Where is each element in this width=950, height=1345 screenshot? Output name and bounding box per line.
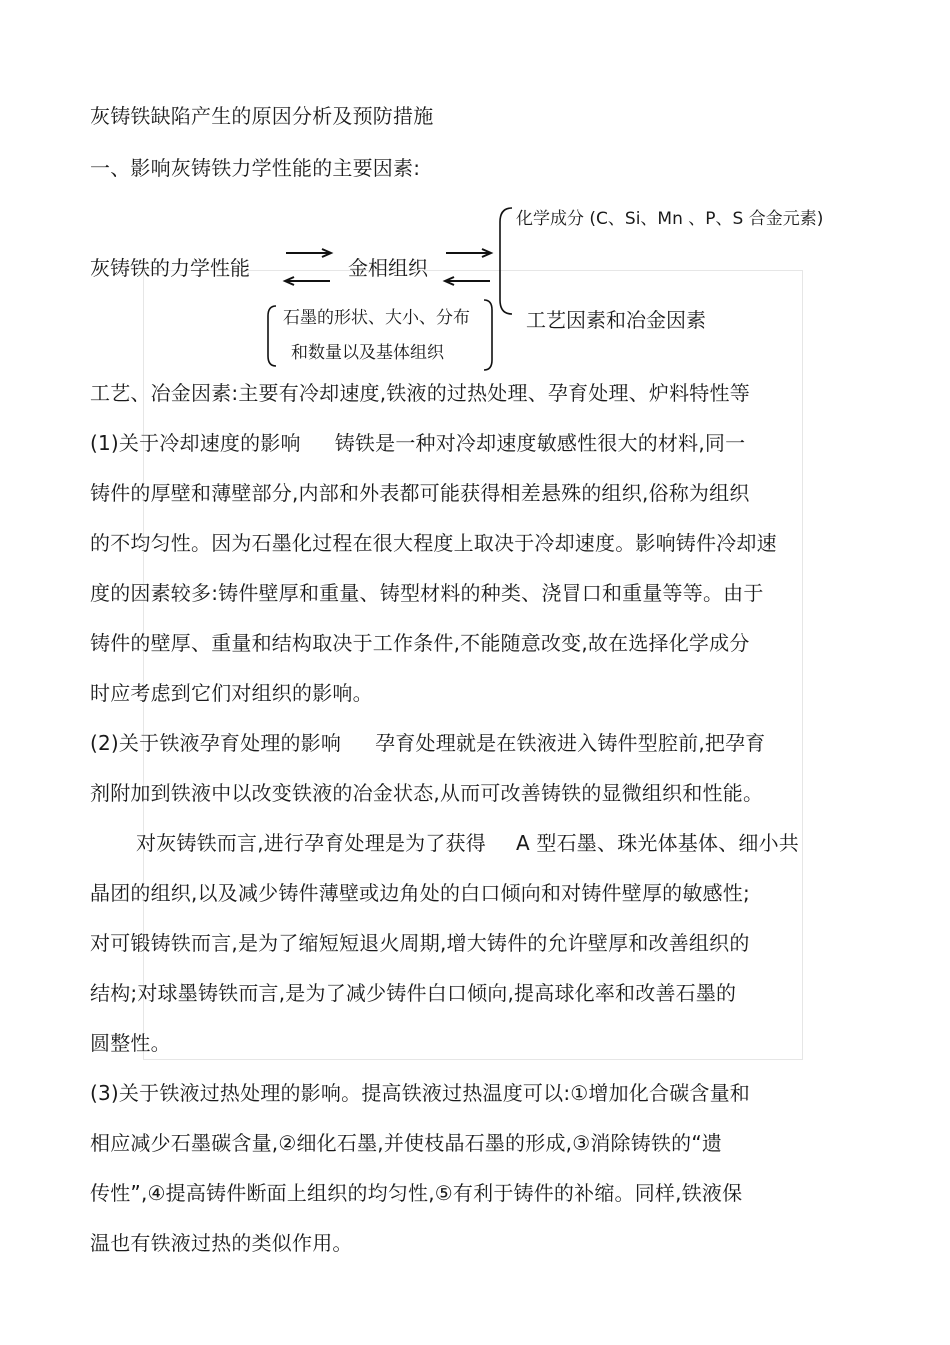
- section-heading: 一、影响灰铸铁力学性能的主要因素:: [90, 156, 421, 180]
- paragraph-line: 剂附加到铁液中以改变铁液的冶金状态,从而可改善铸铁的显微组织和性能。: [90, 781, 764, 805]
- paragraph-text: 孕育处理就是在铁液进入铸件型腔前,把孕育: [375, 731, 766, 755]
- paragraph-line: 传性”,④提高铸件断面上组织的均匀性,⑤有利于铸件的补缩。同样,铁液保: [90, 1181, 743, 1205]
- node-chemical-composition: 化学成分 (C、Si、Mn 、P、S 合金元素): [516, 209, 824, 229]
- paragraph-line: 结构;对球墨铸铁而言,是为了减少铸件白口倾向,提高球化率和改善石墨的: [90, 981, 737, 1005]
- paragraph-text: 铸铁是一种对冷却速度敏感性很大的材料,同一: [334, 431, 746, 455]
- paragraph-line: 的不均匀性。因为石墨化过程在很大程度上取决于冷却速度。影响铸件冷却速: [90, 531, 777, 555]
- subheading-inoculation: (2)关于铁液孕育处理的影响: [90, 731, 342, 755]
- paragraph-line: [136, 831, 799, 855]
- paragraph-line: 工艺、冶金因素:主要有冷却速度,铁液的过热处理、孕育处理、炉料特性等: [90, 381, 750, 405]
- paragraph-line: 时应考虑到它们对组织的影响。: [90, 681, 373, 705]
- paragraph-line: 铸件的壁厚、重量和结构取决于工作条件,不能随意改变,故在选择化学成分: [90, 631, 750, 655]
- diagram-arrows: [0, 0, 950, 400]
- paragraph-line: 对可锻铸铁而言,是为了缩短短退火周期,增大铸件的允许壁厚和改善组织的: [90, 931, 750, 955]
- paragraph-line: [90, 431, 745, 455]
- paragraph-text: 对灰铸铁而言,进行孕育处理是为了获得: [136, 831, 486, 855]
- paragraph-line: (3)关于铁液过热处理的影响。提高铁液过热温度可以:①增加化合碳含量和: [90, 1081, 750, 1105]
- document-title: 灰铸铁缺陷产生的原因分析及预防措施: [90, 104, 434, 128]
- paragraph-line: 温也有铁液过热的类似作用。: [90, 1231, 353, 1255]
- node-graphite-line2: 和数量以及基体组织: [291, 343, 444, 363]
- paragraph-line: 度的因素较多:铸件壁厚和重量、铸型材料的种类、浇冒口和重量等等。由于: [90, 581, 764, 605]
- node-process-metallurgy: 工艺因素和冶金因素: [526, 308, 706, 332]
- paragraph-line: [90, 731, 766, 755]
- paragraph-text: A 型石墨、珠光体基体、细小共: [515, 831, 800, 855]
- node-graphite-line1: 石墨的形状、大小、分布: [283, 308, 470, 328]
- paragraph-line: 圆整性。: [90, 1031, 171, 1055]
- paragraph-line: 铸件的厚壁和薄壁部分,内部和外表都可能获得相差悬殊的组织,俗称为组织: [90, 481, 750, 505]
- node-microstructure: 金相组织: [348, 256, 428, 280]
- subheading-cooling: (1)关于冷却速度的影响: [90, 431, 301, 455]
- paragraph-line: 相应减少石墨碳含量,②细化石墨,并使枝晶石墨的形成,③消除铸铁的“遗: [90, 1131, 723, 1155]
- paragraph-line: 晶团的组织,以及减少铸件薄壁或边角处的白口倾向和对铸件壁厚的敏感性;: [90, 881, 750, 905]
- node-mechanical-properties: 灰铸铁的力学性能: [90, 256, 250, 280]
